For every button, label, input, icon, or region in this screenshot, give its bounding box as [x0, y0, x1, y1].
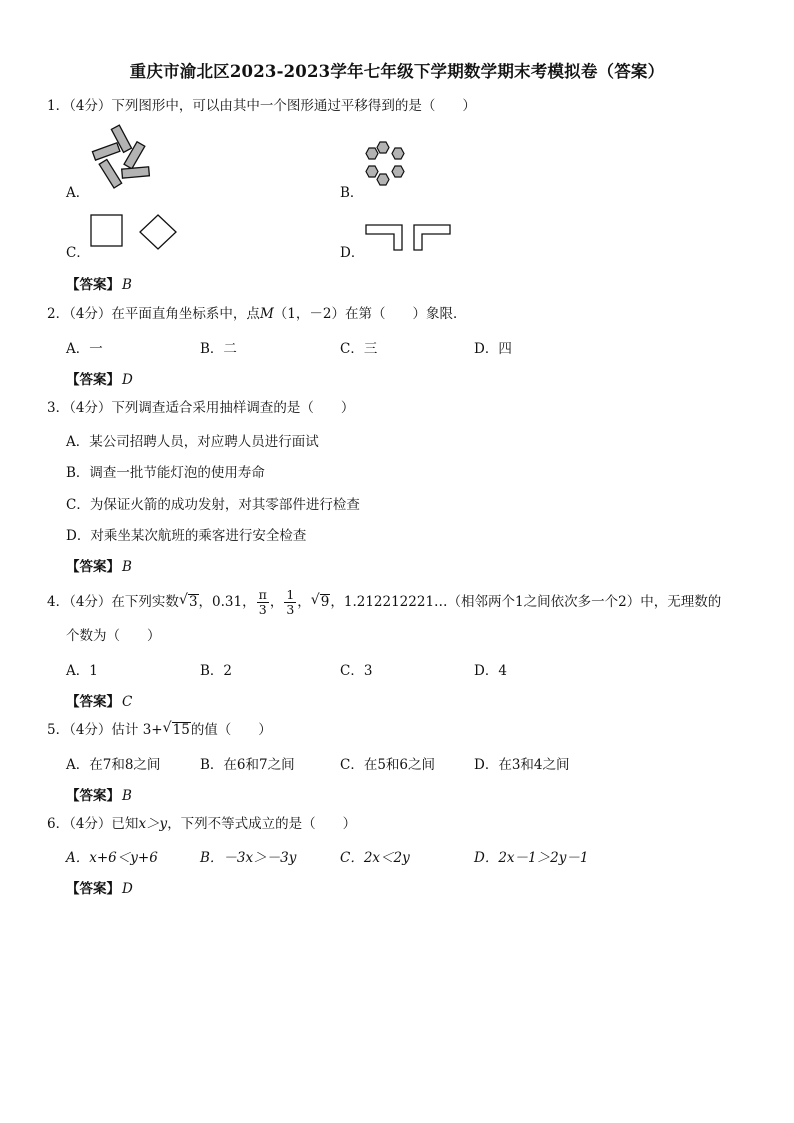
q3-option-a: A．某公司招聘人员，对应聘人员进行面试	[66, 434, 319, 450]
q4-sep-2: ，	[297, 594, 311, 610]
q6-option-b: B．－3x＞－3y	[200, 850, 297, 866]
q2-option-c: C．三	[340, 341, 378, 357]
q1-option-b-label: B．	[340, 185, 364, 201]
q6-text-post: ，下列不等式成立的是（ ）	[167, 816, 357, 832]
q1-d-shape-right	[414, 225, 450, 250]
q3-text: 3．（4分）下列调查适合采用抽样调查的是（ ）	[47, 400, 355, 416]
q1-a-bar-5	[99, 159, 121, 188]
q2-option-b: B．二	[200, 341, 237, 357]
q1-option-d-figure	[364, 222, 454, 252]
q6-answer-value: D	[122, 881, 133, 897]
q1-a-bar-3	[92, 143, 120, 160]
q5-answer	[66, 784, 132, 804]
q3-option-d: D．对乘坐某次航班的乘客进行安全检查	[66, 528, 307, 544]
q1-c-diamond	[140, 215, 176, 249]
q4-text-pre: 4．（4分）在下列实数	[47, 594, 179, 610]
q5-answer-value: B	[122, 788, 132, 804]
q1-a-bar-4	[122, 167, 150, 178]
q2-text	[47, 305, 466, 323]
q4-sqrt-3: √ 3	[178, 592, 198, 610]
q1-answer-value: B	[122, 277, 132, 293]
page-title: 重庆市渝北区2023-2023学年七年级下学期数学期末考模拟卷（答案）	[129, 62, 665, 81]
q1-option-b-figure	[362, 140, 410, 194]
answer-tag: 【答案】	[66, 788, 120, 804]
q2-point: M	[259, 306, 274, 322]
answer-tag: 【答案】	[66, 881, 120, 897]
q1-option-a-figure	[86, 124, 158, 194]
q5-option-d: D．在3和4之间	[474, 757, 570, 773]
q3-answer-value: B	[122, 559, 132, 575]
q6-text-pre: 6．（4分）已知	[47, 816, 139, 832]
q6-option-d: D．2x－1＞2y－1	[474, 850, 589, 866]
q4-option-c: C．3	[340, 663, 373, 679]
q1-option-a-label: A．	[66, 185, 90, 201]
q1-option-c-figure	[88, 212, 182, 252]
q4-option-a: A．1	[66, 663, 98, 679]
q6-condition: x＞y	[138, 816, 168, 832]
q2-option-d: D．四	[474, 341, 512, 357]
q4-sqrt-9: √ 9	[310, 592, 330, 610]
q1-option-c-label: C．	[66, 245, 90, 261]
answer-tag: 【答案】	[66, 694, 120, 710]
q6-text	[47, 815, 356, 833]
q2-text-post: （1，－2）在第（ ）象限．	[273, 306, 467, 322]
q5-option-c: C．在5和6之间	[340, 757, 436, 773]
q6-answer	[66, 877, 133, 897]
q3-answer	[66, 555, 132, 575]
q4-text	[47, 587, 721, 617]
q4-text-post: ，1.212212221…（相邻两个1之间依次多一个2）中，无理数的	[330, 594, 722, 610]
q1-text: 1．（4分）下列图形中，可以由其中一个图形通过平移得到的是（ ）	[47, 98, 476, 114]
q4-option-d: D．4	[474, 663, 507, 679]
answer-tag: 【答案】	[66, 277, 120, 293]
q2-text-pre: 2．（4分）在平面直角坐标系中，点	[47, 306, 260, 322]
q3-option-b: B．调查一批节能灯泡的使用寿命	[66, 465, 265, 481]
q2-option-a: A．一	[66, 341, 103, 357]
q4-number-0-31: ，0.31，	[198, 594, 256, 610]
q6-option-a: A．x+6＜y+6	[66, 850, 158, 866]
q4-answer-value: C	[122, 694, 133, 710]
q1-b-hex-5	[392, 166, 404, 177]
q5-text-post: 的值（ ）	[190, 722, 272, 738]
q4-fraction-one-third: $\frac{1}{3}$	[286, 587, 295, 617]
q6-option-c: C．2x＜2y	[340, 850, 410, 866]
q4-fraction-pi-over-3: $\frac{\pi}{3}$	[258, 587, 267, 617]
q2-answer	[66, 368, 133, 388]
q5-sqrt-15: √ 15	[162, 720, 190, 738]
q4-option-b: B．2	[200, 663, 233, 679]
q1-b-hex-6	[377, 174, 389, 185]
q1-b-hex-2	[366, 148, 378, 159]
q1-b-hex-4	[366, 166, 378, 177]
q1-answer	[66, 273, 132, 293]
q5-option-a: A．在7和8之间	[66, 757, 161, 773]
q5-text	[47, 721, 272, 739]
answer-tag: 【答案】	[66, 372, 120, 388]
q4-answer	[66, 690, 132, 710]
q1-option-d-label: D．	[340, 245, 365, 261]
q5-option-b: B．在6和7之间	[200, 757, 295, 773]
q4-text-line2: 个数为（ ）	[66, 628, 161, 644]
q2-answer-value: D	[122, 372, 133, 388]
q4-sep-1: ，	[269, 594, 284, 610]
q1-b-hex-3	[392, 148, 404, 159]
q1-d-shape-left	[366, 225, 402, 250]
q5-text-pre: 5．（4分）估计 3+	[47, 722, 163, 738]
answer-tag: 【答案】	[66, 559, 120, 575]
q1-c-square	[91, 215, 122, 246]
q1-b-hex-1	[377, 142, 389, 153]
q3-option-c: C．为保证火箭的成功发射，对其零部件进行检查	[66, 497, 360, 513]
